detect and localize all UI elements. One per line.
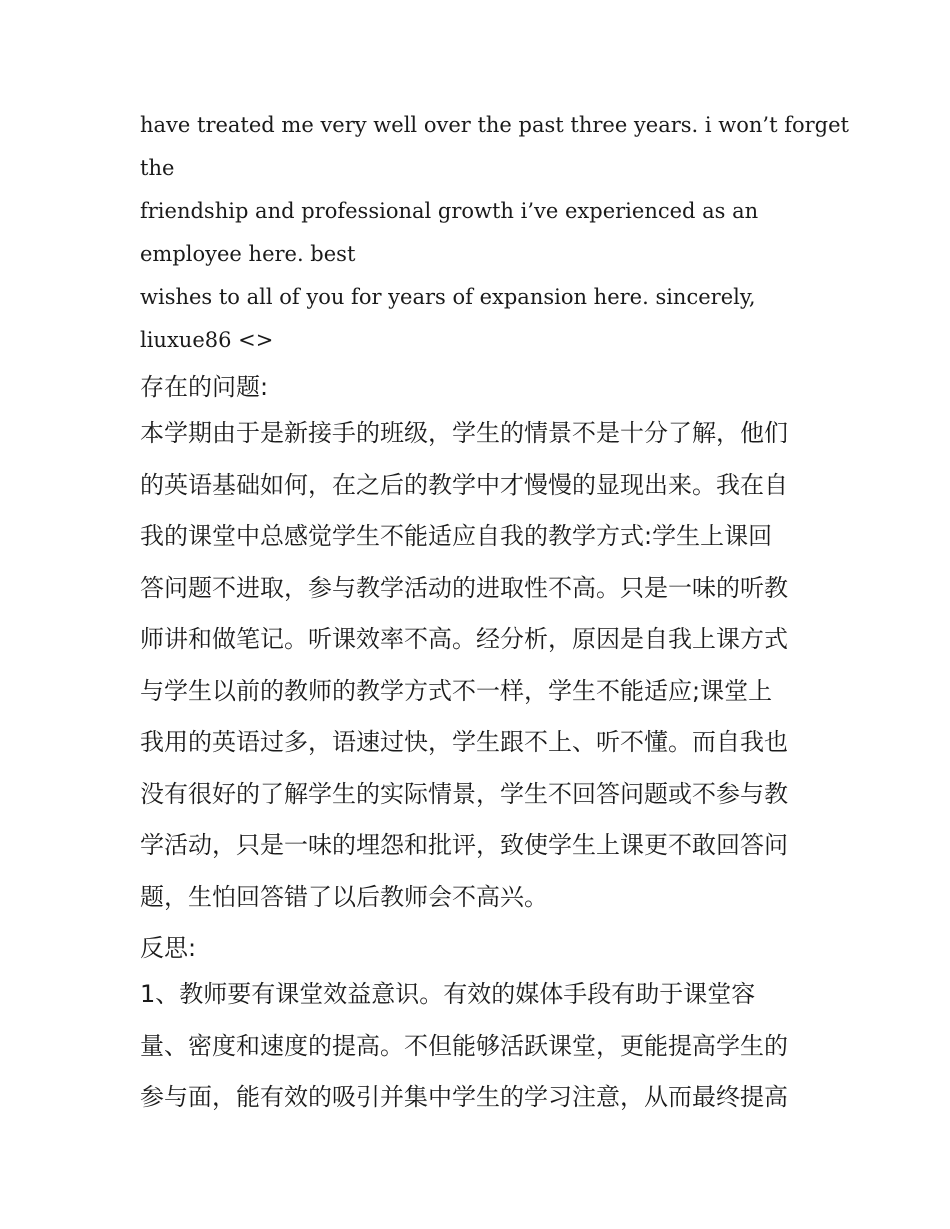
reflection-heading: 反思: (140, 934, 197, 962)
text-line: 题，生怕回答错了以后教师会不高兴。 (140, 882, 548, 911)
text-line: 我用的英语过多，语速过快，学生跟不上、听不懂。而自我也 (140, 728, 788, 756)
text-line: 参与面，能有效的吸引并集中学生的学习注意，从而最终提高 (140, 1083, 788, 1111)
english-paragraph (140, 104, 849, 362)
text-line: 的英语基础如何，在之后的教学中才慢慢的显现出来。我在自 (140, 470, 788, 499)
text-line: liuxue86 <> (140, 328, 274, 352)
text-line: 本学期由于是新接手的班级，学生的情景不是十分了解，他们 (140, 419, 788, 447)
text-line: 没有很好的了解学生的实际情景，学生不回答问题或不参与教 (140, 779, 788, 808)
text-line: 量、密度和速度的提高。不但能够活跃课堂，更能提高学生的 (140, 1031, 788, 1060)
text-line: have treated me very well over the past three years. i won’t forget (140, 113, 849, 137)
text-line: 师讲和做笔记。听课效率不高。经分析，原因是自我上课方式 (140, 625, 788, 653)
text-line: employee here. best (140, 242, 356, 266)
text-line: 答问题不进取，参与教学活动的进取性不高。只是一味的听教 (140, 573, 788, 602)
text-line: 学活动，只是一味的埋怨和批评，致使学生上课更不敢回答问 (140, 831, 788, 859)
text-line: friendship and professional growth i’ve experienced as an (140, 199, 759, 223)
text-line: 与学生以前的教师的教学方式不一样，学生不能适应;课堂上 (140, 676, 773, 705)
problems-heading: 存在的问题: (140, 373, 269, 401)
text-line: 1、教师要有课堂效益意识。有效的媒体手段有助于课堂容 (140, 980, 756, 1008)
problems-paragraph (140, 416, 820, 914)
text-line: the (140, 156, 175, 180)
text-line: 我的课堂中总感觉学生不能适应自我的教学方式:学生上课回 (140, 522, 773, 550)
document-body (140, 104, 849, 1132)
reflection-paragraph (140, 977, 820, 1114)
text-line: wishes to all of you for years of expansion here. sincerely, (140, 285, 756, 309)
